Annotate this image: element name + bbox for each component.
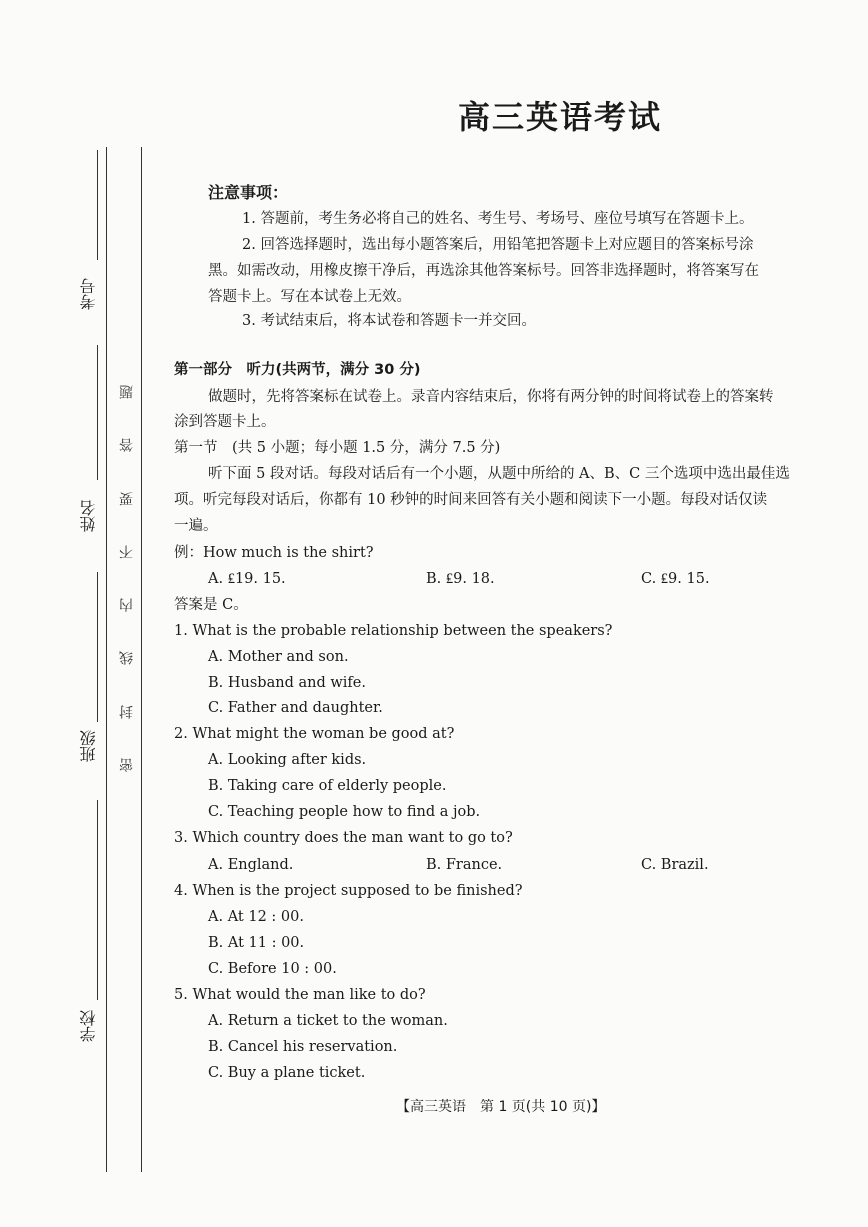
section1-instructions: 项。听完每段对话后，你都有 10 秒钟的时间来回答有关小题和阅读下一小题。每段对话仅读	[174, 492, 768, 508]
section1-heading: 第一节 (共 5 小题；每小题 1.5 分，满分 7.5 分)	[174, 440, 501, 456]
option: B. Cancel his reservation.	[208, 1039, 398, 1055]
seal-char: 密	[119, 758, 135, 772]
option: B. France.	[426, 857, 503, 873]
notice-item: 3. 考试结束后，将本试卷和答题卡一并交回。	[242, 313, 536, 329]
exam-title: 高三英语考试	[458, 98, 663, 136]
option: C. Brazil.	[641, 857, 709, 873]
example-question: 例：How much is the shirt?	[174, 545, 374, 561]
class-field[interactable]	[97, 572, 98, 722]
option: B. Husband and wife.	[208, 675, 366, 691]
option: A. England.	[208, 857, 294, 873]
part1-intro: 涂到答题卡上。	[174, 414, 276, 430]
notice-item: 2. 回答选择题时，选出每小题答案后，用铅笔把答题卡上对应题目的答案标号涂	[242, 237, 754, 253]
example-option-a: A. ₤19. 15.	[208, 571, 286, 587]
option: C. Before 10 : 00.	[208, 961, 337, 977]
notice-heading: 注意事项：	[208, 183, 289, 202]
example-answer: 答案是 C。	[174, 597, 248, 613]
part1-intro: 做题时，先将答案标在试卷上。录音内容结束后，你将有两分钟的时间将试卷上的答案转	[208, 389, 774, 405]
example-option-c: C. ₤9. 15.	[641, 571, 710, 587]
option: A. Looking after kids.	[208, 752, 367, 768]
school-label: 学校	[79, 1010, 98, 1042]
question-stem: 2. What might the woman be good at?	[174, 726, 455, 742]
option: A. At 12 : 00.	[208, 909, 304, 925]
question-stem: 5. What would the man like to do?	[174, 987, 426, 1003]
seal-char: 要	[119, 492, 135, 506]
seal-char: 答	[119, 438, 135, 452]
seal-char: 封	[119, 705, 135, 719]
option: B. At 11 : 00.	[208, 935, 305, 951]
school-field[interactable]	[97, 800, 98, 1000]
section1-instructions: 听下面 5 段对话。每段对话后有一个小题，从题中所给的 A、B、C 三个选项中选出最佳选	[208, 466, 790, 482]
option: C. Buy a plane ticket.	[208, 1065, 366, 1081]
question-stem: 4. When is the project supposed to be finished?	[174, 883, 523, 899]
seal-char: 不	[119, 545, 135, 559]
page-footer: 【高三英语 第 1 页(共 10 页)】	[396, 1099, 606, 1115]
seal-char: 题	[119, 385, 135, 399]
option: A. Mother and son.	[208, 649, 349, 665]
option: C. Father and daughter.	[208, 700, 383, 716]
question-stem: 3. Which country does the man want to go to?	[174, 830, 513, 846]
option: B. Taking care of elderly people.	[208, 778, 447, 794]
notice-item: 黑。如需改动，用橡皮擦干净后，再选涂其他答案标号。回答非选择题时，将答案写在	[208, 263, 759, 279]
name-label: 姓名	[79, 500, 98, 532]
part1-heading: 第一部分 听力(共两节，满分 30 分)	[174, 362, 421, 378]
section1-instructions: 一遍。	[174, 518, 218, 534]
exam-number-label: 考号	[79, 278, 98, 310]
seal-char: 线	[119, 651, 135, 665]
notice-item: 答题卡上。写在本试卷上无效。	[208, 289, 411, 305]
question-stem: 1. What is the probable relationship between the speakers?	[174, 623, 613, 639]
binding-line-left	[106, 147, 107, 1172]
binding-line-right	[141, 147, 142, 1172]
notice-item: 1. 答题前，考生务必将自己的姓名、考生号、考场号、座位号填写在答题卡上。	[242, 211, 754, 227]
option: C. Teaching people how to find a job.	[208, 804, 481, 820]
exam-number-field[interactable]	[97, 150, 98, 260]
class-label: 班级	[79, 730, 98, 762]
example-option-b: B. ₤9. 18.	[426, 571, 495, 587]
name-field[interactable]	[97, 345, 98, 480]
option: A. Return a ticket to the woman.	[208, 1013, 448, 1029]
seal-char: 内	[119, 598, 135, 612]
